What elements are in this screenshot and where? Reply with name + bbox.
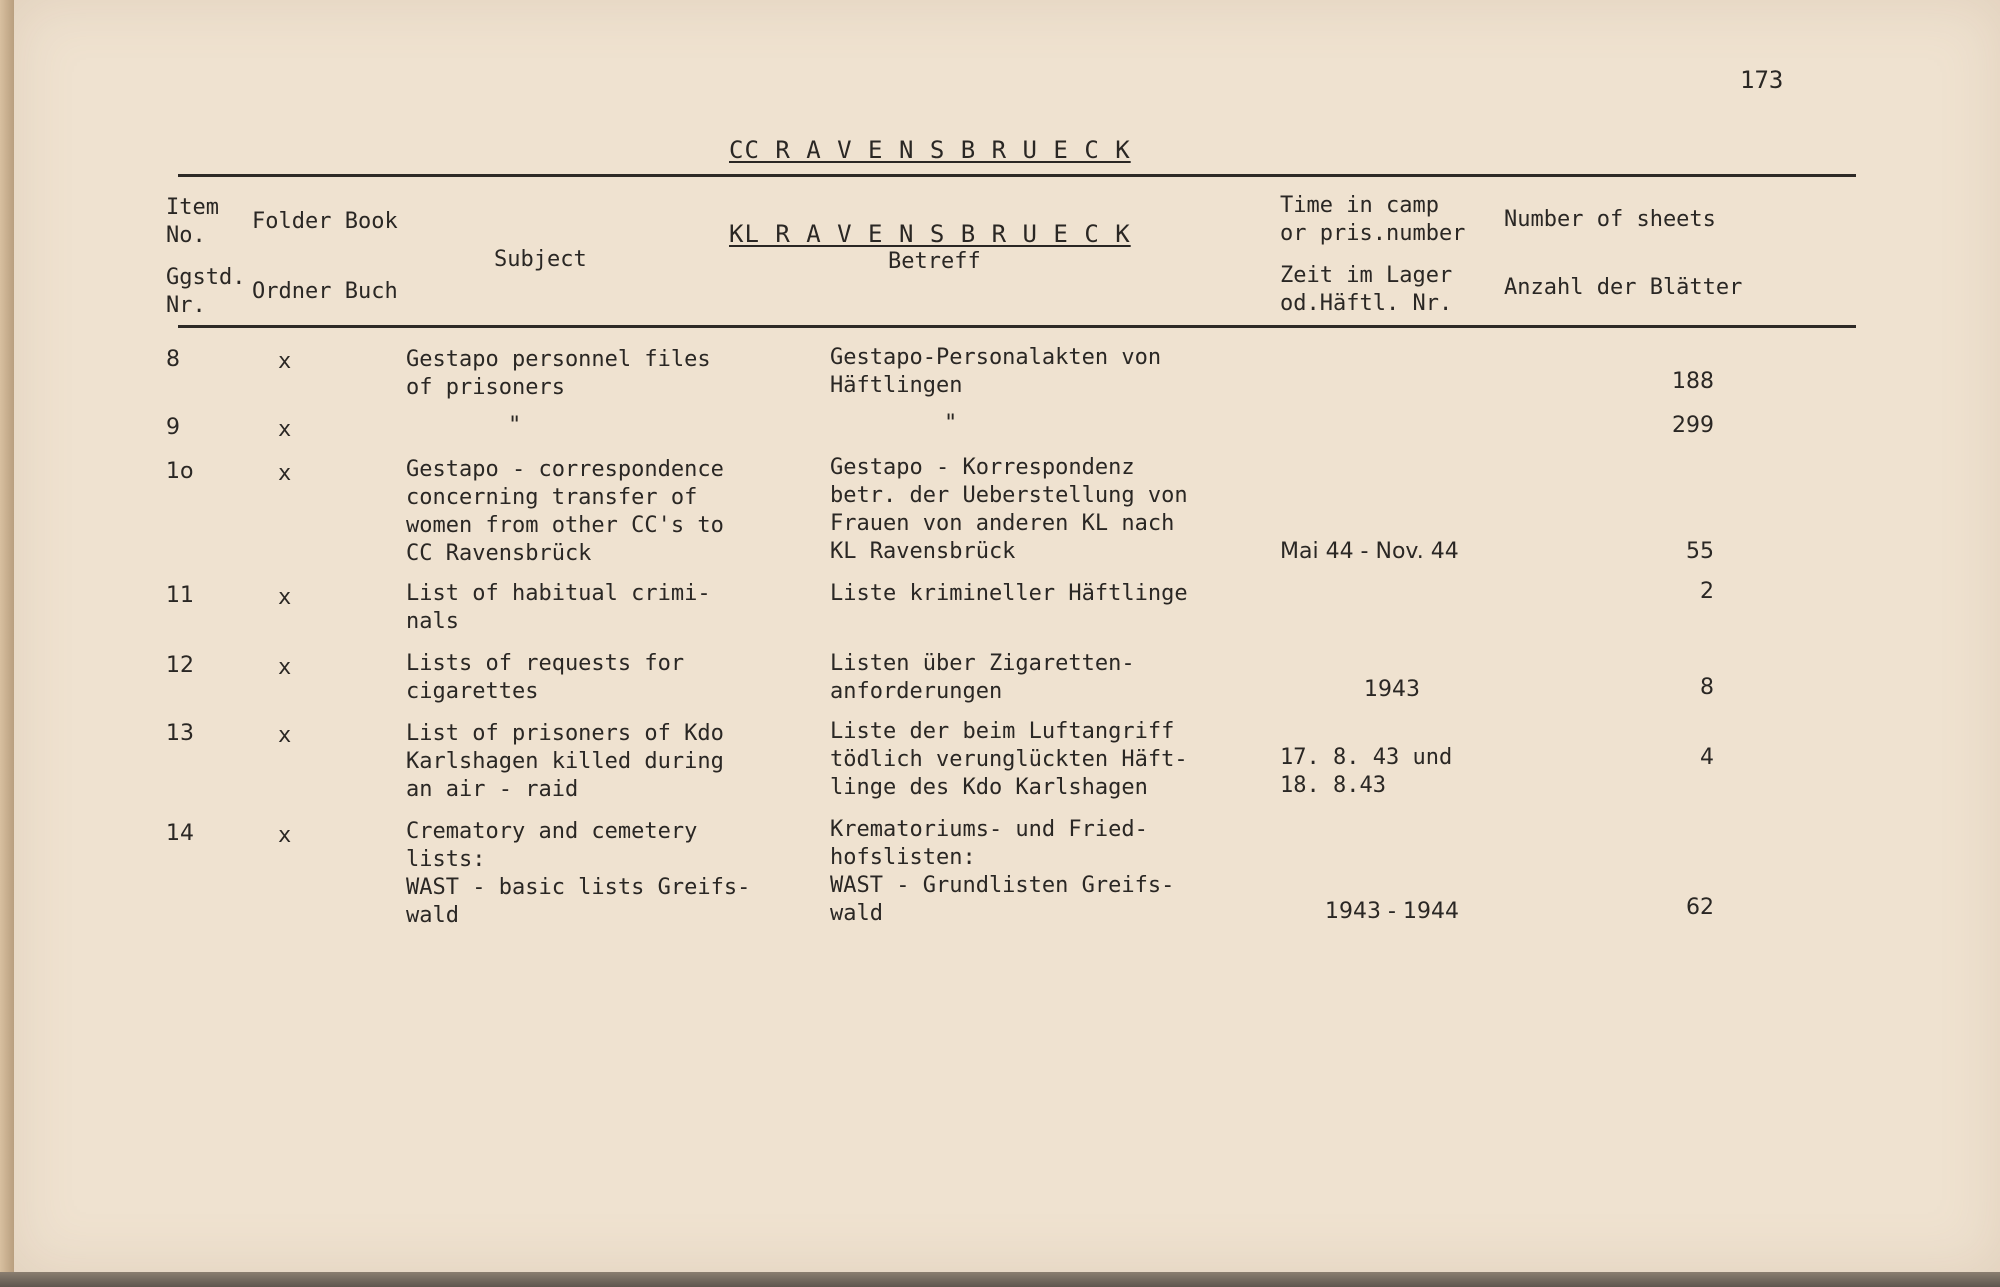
- header-sheets-en: Number of sheets: [1504, 207, 1716, 232]
- row-sheets: 55: [1686, 539, 1714, 564]
- page-bottom-edge: [0, 1272, 2000, 1287]
- row-folder-mark: x: [278, 823, 292, 848]
- book-binding: [0, 0, 14, 1287]
- row-item-number: 1o: [166, 459, 194, 484]
- header-folder-book-de: Ordner Buch: [252, 279, 398, 304]
- row-betreff: Krematoriums- und Fried- hofslisten: WAST - Grundlisten Greifs- wald: [830, 817, 1175, 926]
- row-time: 1943: [1364, 677, 1420, 702]
- row-sheets: 4: [1700, 745, 1714, 770]
- row-item-number: 12: [166, 653, 194, 678]
- row-betreff: Listen über Zigaretten- anforderungen: [830, 651, 1135, 704]
- row-betreff: Gestapo - Korrespondenz betr. der Ueberstellung von Frauen von anderen KL nach KL Ravensbrück: [830, 455, 1188, 564]
- row-item-number: 11: [166, 583, 194, 608]
- row-sheets: 299: [1672, 413, 1714, 438]
- header-betreff: Betreff: [888, 249, 981, 274]
- row-betreff: Liste krimineller Häftlinge: [830, 581, 1188, 606]
- title-english: CC R A V E N S B R U E C K: [729, 136, 1131, 164]
- page-number: 173: [1740, 66, 1784, 94]
- row-item-number: 9: [166, 415, 180, 440]
- row-item-number: 13: [166, 721, 194, 746]
- header-item-no-en: Item No.: [166, 195, 219, 248]
- row-folder-mark: x: [278, 585, 292, 610]
- row-folder-mark: x: [278, 723, 292, 748]
- row-folder-mark: x: [278, 349, 292, 374]
- row-betreff: Gestapo-Personalakten von Häftlingen: [830, 345, 1162, 398]
- row-time: Mai 44 - Nov. 44: [1280, 539, 1459, 564]
- row-time: 1943 - 1944: [1325, 899, 1459, 924]
- row-subject: List of habitual crimi- nals: [406, 581, 711, 634]
- row-subject: List of prisoners of Kdo Karlshagen killed during an air - raid: [406, 721, 724, 802]
- header-sheets-de: Anzahl der Blätter: [1504, 275, 1743, 300]
- row-sheets: 62: [1686, 895, 1714, 920]
- header-subject: Subject: [494, 247, 587, 272]
- row-folder-mark: x: [278, 461, 292, 486]
- title-german: KL R A V E N S B R U E C K: [729, 220, 1131, 248]
- header-item-no-de: Ggstd. Nr.: [166, 265, 246, 318]
- row-folder-mark: x: [278, 655, 292, 680]
- row-betreff: ": [944, 411, 958, 436]
- row-folder-mark: x: [278, 417, 292, 442]
- row-betreff: Liste der beim Luftangriff tödlich verunglückten Häft- linge des Kdo Karlshagen: [830, 719, 1188, 800]
- header-time-en: Time in camp or pris.number: [1280, 193, 1466, 246]
- row-subject: ": [508, 413, 522, 438]
- row-sheets: 8: [1700, 675, 1714, 700]
- row-subject: Gestapo personnel files of prisoners: [406, 347, 711, 400]
- row-sheets: 2: [1700, 579, 1714, 604]
- row-subject: Gestapo - correspondence concerning transfer of women from other CC's to CC Ravensbrück: [406, 457, 724, 566]
- document-page: [14, 0, 2000, 1272]
- header-folder-book-en: Folder Book: [252, 209, 398, 234]
- row-subject: Crematory and cemetery lists: WAST - basic lists Greifs- wald: [406, 819, 751, 928]
- row-time: 17. 8. 43 und 18. 8.43: [1280, 745, 1453, 798]
- row-sheets: 188: [1672, 369, 1714, 394]
- row-item-number: 14: [166, 821, 194, 846]
- row-subject: Lists of requests for cigarettes: [406, 651, 685, 704]
- row-item-number: 8: [166, 347, 180, 372]
- table-top-rule: [178, 174, 1856, 177]
- table-header-rule: [178, 325, 1856, 328]
- header-time-de: Zeit im Lager od.Häftl. Nr.: [1280, 263, 1453, 316]
